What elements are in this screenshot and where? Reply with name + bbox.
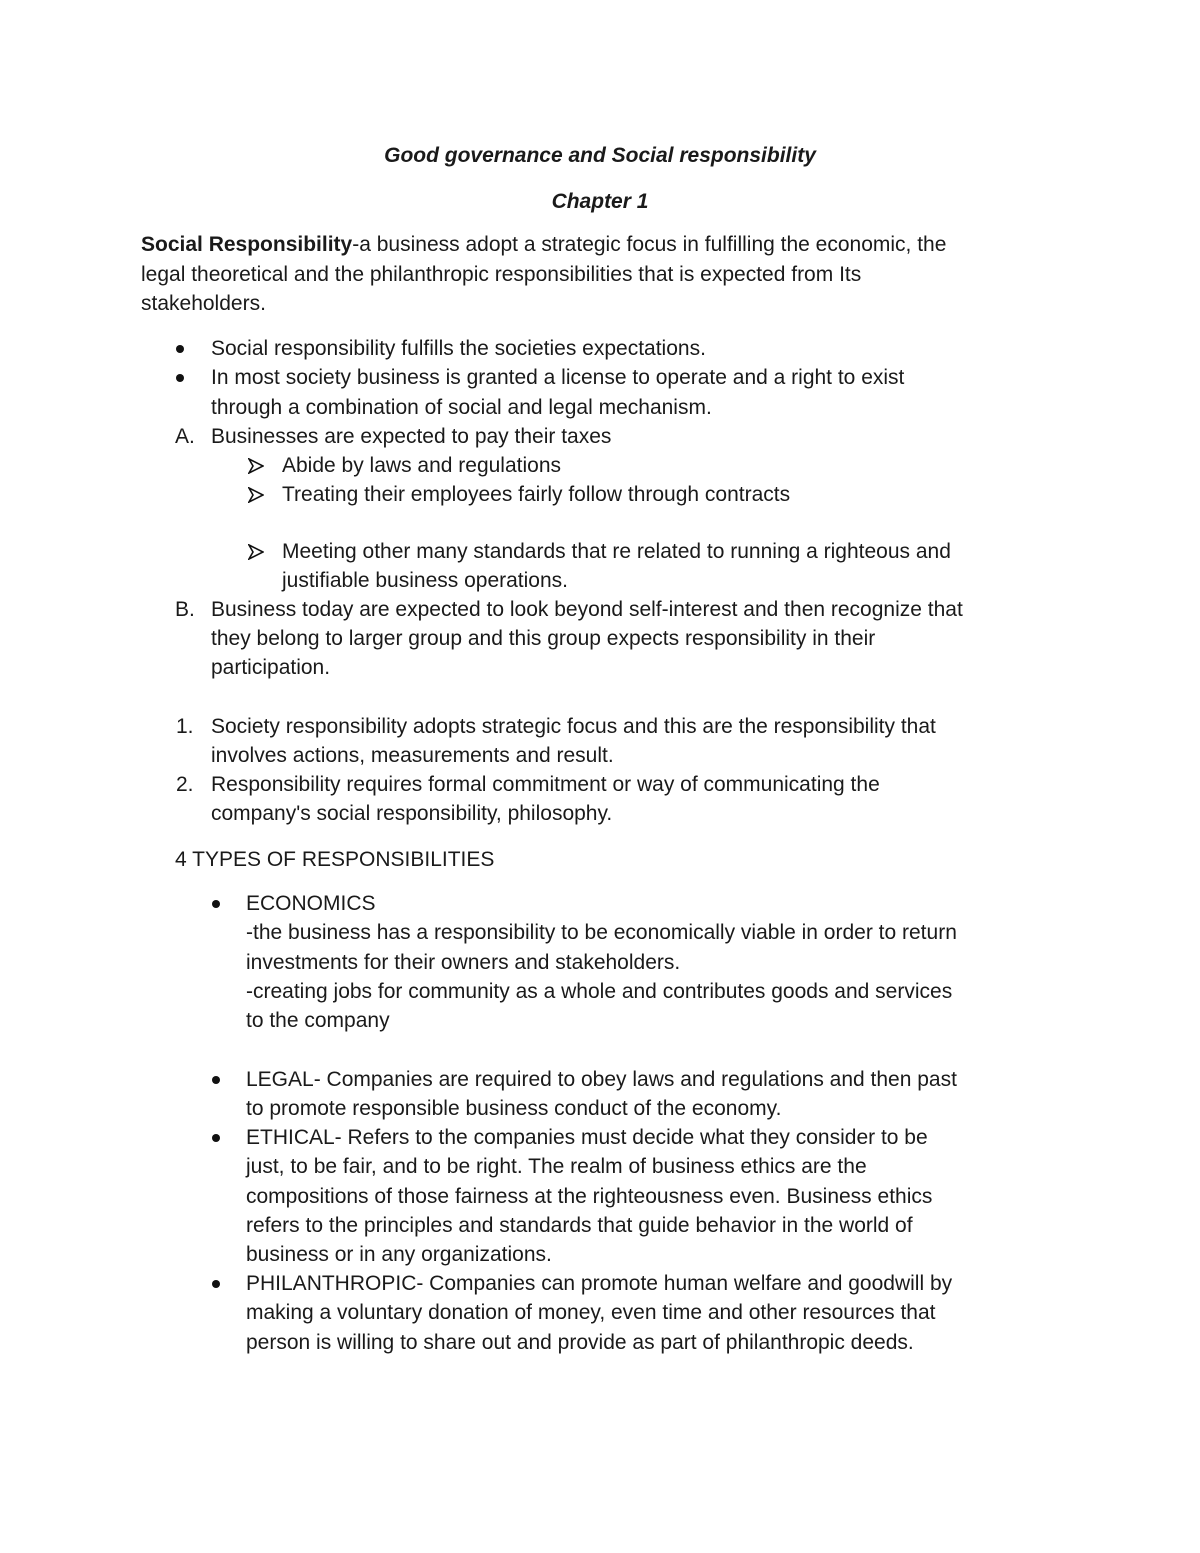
chapter-heading: Chapter 1 [551, 190, 649, 213]
type-legal-line-1: LEGAL- Companies are required to obey laws and regulations and then past [246, 1068, 957, 1091]
type-ethical-line-3: compositions of those fairness at the righteousness even. Business ethics [246, 1185, 933, 1208]
definition-text-1: -a business adopt a strategic focus in fulfilling the economic, the [352, 233, 947, 256]
alpha-marker-b: B. [175, 598, 195, 621]
bullet-icon [176, 374, 184, 382]
bullet-icon [212, 1076, 220, 1084]
type-economics-line-3: investments for their owners and stakeholders. [246, 951, 681, 974]
definition-line-3: stakeholders. [141, 292, 266, 315]
definition-line-2: legal theoretical and the philanthropic responsibilities that is expected from Its [141, 263, 862, 286]
arrowhead-bullet-icon [248, 458, 264, 474]
bullet-icon [212, 1280, 220, 1288]
numbered-1-line-2: involves actions, measurements and result. [211, 744, 614, 767]
numbered-2-line-2: company's social responsibility, philosophy. [211, 802, 613, 825]
alpha-b-line-1: Business today are expected to look beyond self-interest and then recognize that [211, 598, 963, 621]
arrow-item-2: Treating their employees fairly follow through contracts [282, 483, 791, 506]
bullet-icon [212, 900, 220, 908]
numbered-2-line-1: Responsibility requires formal commitment or way of communicating the [211, 773, 880, 796]
arrow-item-3-line-1: Meeting other many standards that re related to running a righteous and [282, 540, 951, 563]
type-philanthropic-line-1: PHILANTHROPIC- Companies can promote human welfare and goodwill by [246, 1272, 953, 1295]
arrowhead-bullet-icon [248, 487, 264, 503]
alpha-marker-a: A. [175, 425, 195, 448]
definition-line-1 [141, 234, 946, 255]
numbered-1-line-1: Society responsibility adopts strategic focus and this are the responsibility that [211, 715, 936, 738]
type-economics-line-4: -creating jobs for community as a whole and contributes goods and services [246, 980, 953, 1003]
type-ethical-line-4: refers to the principles and standards that guide behavior in the world of [246, 1214, 913, 1237]
definition-term: Social Responsibility [141, 233, 353, 256]
type-economics-line-1: ECONOMICS [246, 892, 376, 915]
bullet-2-line-2: through a combination of social and legal mechanism. [211, 396, 712, 419]
arrow-item-1: Abide by laws and regulations [282, 454, 562, 477]
alpha-a-line-1: Businesses are expected to pay their taxes [211, 425, 612, 448]
arrow-item-3-line-2: justifiable business operations. [282, 569, 569, 592]
type-economics-line-5: to the company [246, 1009, 390, 1032]
bullet-icon [212, 1134, 220, 1142]
types-heading: 4 TYPES OF RESPONSIBILITIES [175, 848, 495, 871]
type-ethical-line-2: just, to be fair, and to be right. The realm of business ethics are the [246, 1155, 867, 1178]
alpha-b-line-2: they belong to larger group and this group expects responsibility in their [211, 627, 876, 650]
document-title: Good governance and Social responsibility [384, 144, 816, 167]
arrowhead-bullet-icon [248, 544, 264, 560]
bullet-1-line-1: Social responsibility fulfills the societies expectations. [211, 337, 706, 360]
bullet-icon [176, 345, 184, 353]
type-ethical-line-1: ETHICAL- Refers to the companies must decide what they consider to be [246, 1126, 928, 1149]
type-ethical-line-5: business or in any organizations. [246, 1243, 552, 1266]
type-philanthropic-line-2: making a voluntary donation of money, even time and other resources that [246, 1301, 936, 1324]
number-marker-1: 1. [176, 715, 194, 738]
number-marker-2: 2. [176, 773, 194, 796]
bullet-2-line-1: In most society business is granted a license to operate and a right to exist [211, 366, 905, 389]
type-legal-line-2: to promote responsible business conduct of the economy. [246, 1097, 782, 1120]
type-economics-line-2: -the business has a responsibility to be economically viable in order to return [246, 921, 957, 944]
type-philanthropic-line-3: person is willing to share out and provide as part of philanthropic deeds. [246, 1331, 914, 1354]
alpha-b-line-3: participation. [211, 656, 331, 679]
